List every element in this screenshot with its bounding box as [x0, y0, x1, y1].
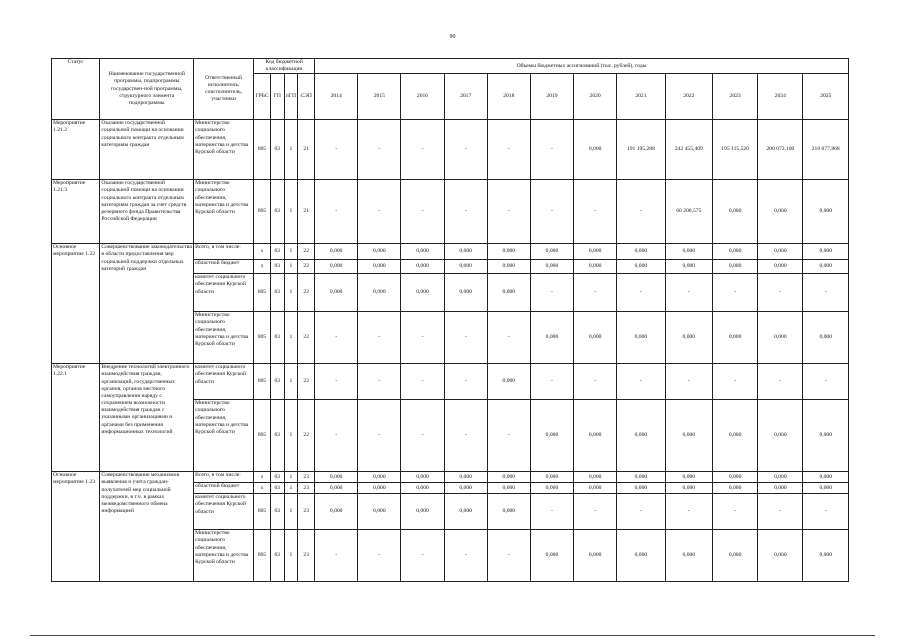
value-cell: -	[487, 120, 530, 180]
value-cell: 216 077,868	[803, 120, 849, 180]
code-cell: 805	[254, 312, 271, 364]
header-year-5: 2019	[530, 74, 573, 120]
executor-cell: комитет социального обеспечения Курской области	[194, 274, 254, 312]
value-cell: -	[617, 274, 665, 312]
code-cell: 23	[298, 472, 315, 483]
executor-cell: Министерство социального обеспечения, материнства и детства Курской области	[194, 180, 254, 244]
value-cell: -	[803, 274, 849, 312]
page-number: 90	[449, 34, 456, 40]
header-year-4: 2018	[487, 74, 530, 120]
value-cell: 0,000	[574, 530, 617, 582]
value-cell: 0,000	[758, 483, 803, 494]
value-cell: 0,000	[530, 312, 573, 364]
header-status: Статус	[52, 59, 100, 120]
name-cell: Совершенствование механизмов выявления и учета граждан-получателей мер социальной поддержки, в т.ч. в рамках межведомственного обмена информацией	[100, 472, 194, 582]
code-cell: 1	[284, 472, 298, 483]
value-cell: -	[712, 494, 757, 530]
value-cell: -	[617, 180, 665, 244]
value-cell: -	[574, 180, 617, 244]
header-volumes: Объемы бюджетных ассигнований (тыс. рублей), годы	[315, 59, 849, 74]
value-cell: 0,000	[665, 472, 712, 483]
code-cell: 1	[284, 312, 298, 364]
code-cell: 22	[298, 400, 315, 472]
value-cell: 0,000	[487, 244, 530, 260]
value-cell: 0,000	[758, 472, 803, 483]
value-cell: 0,000	[401, 483, 444, 494]
value-cell: 195 115,520	[712, 120, 757, 180]
code-cell: 22	[298, 260, 315, 274]
executor-cell: Всего, в том числе:	[194, 472, 254, 483]
value-cell: 0,000	[444, 483, 487, 494]
value-cell: -	[487, 180, 530, 244]
code-cell: 03	[270, 400, 284, 472]
value-cell: 0,000	[358, 244, 401, 260]
value-cell: -	[358, 530, 401, 582]
value-cell: 0,000	[315, 260, 358, 274]
table-row	[52, 120, 849, 180]
value-cell: 0,000	[401, 472, 444, 483]
value-cell: -	[401, 364, 444, 400]
value-cell: -	[574, 364, 617, 400]
value-cell: -	[401, 530, 444, 582]
value-cell: 0,000	[358, 494, 401, 530]
value-cell: 0,000	[444, 244, 487, 260]
code-cell: 03	[270, 364, 284, 400]
value-cell: 0,000	[358, 274, 401, 312]
value-cell: 0,000	[530, 244, 573, 260]
value-cell: -	[530, 274, 573, 312]
table-row	[52, 364, 849, 400]
code-cell: 23	[298, 530, 315, 582]
value-cell: -	[803, 364, 849, 400]
value-cell: 0,000	[358, 260, 401, 274]
code-cell: 03	[270, 260, 284, 274]
value-cell: 0,000	[665, 530, 712, 582]
name-cell: Оказание государственной социальной помощи на основании социального контракта отдельным категориям граждан	[100, 120, 194, 180]
value-cell: -	[617, 364, 665, 400]
executor-cell: Министерство социального обеспечения, материнства и детства Курской области	[194, 400, 254, 472]
value-cell: 200 072,100	[758, 120, 803, 180]
value-cell: -	[358, 312, 401, 364]
value-cell: -	[530, 180, 573, 244]
code-cell: 22	[298, 244, 315, 260]
executor-cell: Министерство социального обеспечения, материнства и детства Курской области	[194, 120, 254, 180]
header-year-1: 2015	[358, 74, 401, 120]
value-cell: -	[315, 180, 358, 244]
value-cell: 0,000	[444, 494, 487, 530]
value-cell: -	[530, 120, 573, 180]
value-cell: 0,000	[401, 494, 444, 530]
value-cell: 0,000	[530, 483, 573, 494]
code-cell: 805	[254, 180, 271, 244]
code-cell: 805	[254, 120, 271, 180]
value-cell: 0,000	[315, 244, 358, 260]
code-cell: 22	[298, 364, 315, 400]
value-cell: 0,000	[487, 274, 530, 312]
code-cell: 03	[270, 274, 284, 312]
value-cell: 0,000	[803, 260, 849, 274]
name-cell: Внедрение технологий электронного взаимодействия граждан, организаций, государственных органов, органов местного самоуправления наряду с сохранением возможности взаимодействия граждан с указанными организациями и органами без применения информационных технологий	[100, 364, 194, 472]
status-cell: Основное мероприятие 1.22	[52, 244, 100, 364]
value-cell: 0,000	[315, 274, 358, 312]
value-cell: 0,000	[617, 472, 665, 483]
value-cell: 0,000	[758, 530, 803, 582]
value-cell: 0,000	[803, 400, 849, 472]
value-cell: -	[665, 364, 712, 400]
header-code-1: ГП	[270, 74, 284, 120]
value-cell: 0,000	[758, 400, 803, 472]
value-cell: 0,000	[758, 260, 803, 274]
value-cell: -	[487, 312, 530, 364]
value-cell: -	[444, 400, 487, 472]
code-cell: 805	[254, 364, 271, 400]
code-cell: 23	[298, 483, 315, 494]
code-cell: 1	[284, 120, 298, 180]
code-cell: 22	[298, 274, 315, 312]
code-cell: 03	[270, 312, 284, 364]
value-cell: 0,000	[665, 260, 712, 274]
code-cell: x	[254, 483, 271, 494]
value-cell: -	[401, 312, 444, 364]
value-cell: -	[574, 494, 617, 530]
value-cell: -	[712, 364, 757, 400]
header-year-6: 2020	[574, 74, 617, 120]
executor-cell: Министерство социального обеспечения, материнства и детства Курской области	[194, 530, 254, 582]
executor-cell: областной бюджет	[194, 483, 254, 494]
value-cell: 0,000	[803, 472, 849, 483]
header-code-0: ГРБС	[254, 74, 271, 120]
value-cell: 0,000	[617, 260, 665, 274]
status-cell: Мероприятие 1.21.2	[52, 120, 100, 180]
value-cell: 0,000	[712, 530, 757, 582]
table-row	[52, 472, 849, 483]
value-cell: 0,000	[803, 483, 849, 494]
value-cell: -	[444, 364, 487, 400]
value-cell: -	[401, 180, 444, 244]
header-code-3: СЭП	[298, 74, 315, 120]
header-year-10: 2024	[758, 74, 803, 120]
executor-cell: комитет социального обеспечения Курской области	[194, 364, 254, 400]
value-cell: 0,000	[487, 494, 530, 530]
header-year-8: 2022	[665, 74, 712, 120]
value-cell: -	[574, 274, 617, 312]
value-cell: 0,000	[617, 244, 665, 260]
value-cell: -	[758, 364, 803, 400]
value-cell: 0,000	[401, 260, 444, 274]
code-cell: 21	[298, 120, 315, 180]
value-cell: 191 195,288	[617, 120, 665, 180]
value-cell: 0,000	[803, 530, 849, 582]
value-cell: 0,000	[665, 400, 712, 472]
value-cell: 0,000	[315, 494, 358, 530]
value-cell: 0,000	[487, 472, 530, 483]
code-cell: 805	[254, 530, 271, 582]
value-cell: -	[758, 494, 803, 530]
header-budget-code: Код бюджетной классификации	[254, 59, 315, 74]
value-cell: 0,000	[444, 472, 487, 483]
value-cell: 0,000	[487, 260, 530, 274]
value-cell: 0,000	[803, 180, 849, 244]
code-cell: 21	[298, 180, 315, 244]
bottom-divider	[30, 635, 875, 636]
value-cell: -	[444, 530, 487, 582]
value-cell: 0,000	[574, 260, 617, 274]
code-cell: 1	[284, 364, 298, 400]
value-cell: -	[803, 494, 849, 530]
value-cell: 0,000	[758, 312, 803, 364]
code-cell: 22	[298, 312, 315, 364]
header-year-7: 2021	[617, 74, 665, 120]
value-cell: 0,000	[315, 472, 358, 483]
value-cell: 0,000	[315, 483, 358, 494]
code-cell: x	[254, 260, 271, 274]
value-cell: 0,000	[487, 483, 530, 494]
name-cell: Оказание государственной социальной помощи на основании социального контракта отдельным категориям граждан за счет средств резервного фонда Правительства Российской Федерации	[100, 180, 194, 244]
value-cell: -	[315, 400, 358, 472]
value-cell: 0,000	[617, 530, 665, 582]
value-cell: 0,000	[530, 400, 573, 472]
value-cell: 0,000	[530, 472, 573, 483]
value-cell: -	[401, 120, 444, 180]
value-cell: -	[758, 274, 803, 312]
value-cell: 0,000	[617, 400, 665, 472]
header-year-0: 2014	[315, 74, 358, 120]
code-cell: 1	[284, 260, 298, 274]
value-cell: 0,000	[574, 483, 617, 494]
value-cell: 0,000	[712, 400, 757, 472]
value-cell: -	[712, 274, 757, 312]
code-cell: 03	[270, 483, 284, 494]
code-cell: 23	[298, 494, 315, 530]
code-cell: 1	[284, 494, 298, 530]
code-cell: 03	[270, 494, 284, 530]
code-cell: 03	[270, 472, 284, 483]
value-cell: -	[617, 494, 665, 530]
value-cell: -	[358, 120, 401, 180]
code-cell: 1	[284, 530, 298, 582]
status-cell: Мероприятие 1.22.1	[52, 364, 100, 472]
code-cell: 03	[270, 530, 284, 582]
value-cell: 0,000	[712, 483, 757, 494]
code-cell: x	[254, 472, 271, 483]
value-cell: -	[444, 180, 487, 244]
value-cell: 0,000	[665, 244, 712, 260]
value-cell: 60 200,575	[665, 180, 712, 244]
value-cell: 0,000	[758, 244, 803, 260]
value-cell: 0,000	[712, 472, 757, 483]
value-cell: -	[358, 364, 401, 400]
code-cell: 1	[284, 483, 298, 494]
value-cell: 0,000	[574, 244, 617, 260]
value-cell: 0,000	[712, 244, 757, 260]
executor-cell: комитет социального обеспечения Курской области	[194, 494, 254, 530]
executor-cell: Министерство социального обеспечения, материнства и детства Курской области	[194, 312, 254, 364]
header-code-2: пГП	[284, 74, 298, 120]
header-year-9: 2023	[712, 74, 757, 120]
value-cell: 0,000	[444, 274, 487, 312]
value-cell: -	[315, 364, 358, 400]
value-cell: -	[315, 312, 358, 364]
value-cell: 0,000	[574, 312, 617, 364]
value-cell: -	[665, 494, 712, 530]
executor-cell: Всего, в том числе:	[194, 244, 254, 260]
value-cell: 0,000	[574, 120, 617, 180]
value-cell: 0,000	[665, 483, 712, 494]
value-cell: -	[358, 400, 401, 472]
header-name: Наименование государственной программы, подпрограммы государствен-ной программы, структурного элемента подпрограммы	[100, 59, 194, 120]
value-cell: 0,000	[358, 472, 401, 483]
table-row	[52, 180, 849, 244]
code-cell: x	[254, 244, 271, 260]
value-cell: 0,000	[358, 483, 401, 494]
code-cell: 805	[254, 494, 271, 530]
value-cell: -	[487, 530, 530, 582]
value-cell: -	[315, 120, 358, 180]
value-cell: 0,000	[574, 400, 617, 472]
code-cell: 03	[270, 120, 284, 180]
value-cell: 0,000	[803, 312, 849, 364]
value-cell: 0,000	[574, 472, 617, 483]
budget-table	[51, 58, 849, 582]
value-cell: -	[358, 180, 401, 244]
code-cell: 805	[254, 400, 271, 472]
value-cell: 0,000	[487, 364, 530, 400]
header-year-2: 2016	[401, 74, 444, 120]
code-cell: 1	[284, 400, 298, 472]
code-cell: 1	[284, 244, 298, 260]
header-executor: Ответственный исполнитель, соисполнитель, участники	[194, 59, 254, 120]
header-year-3: 2017	[444, 74, 487, 120]
value-cell: 0,000	[665, 312, 712, 364]
value-cell: 0,000	[444, 260, 487, 274]
value-cell: -	[487, 400, 530, 472]
value-cell: 0,000	[617, 312, 665, 364]
value-cell: -	[315, 530, 358, 582]
code-cell: 1	[284, 180, 298, 244]
table-row	[52, 244, 849, 260]
executor-cell: областной бюджет	[194, 260, 254, 274]
value-cell: 0,000	[401, 244, 444, 260]
name-cell: Совершенствование законодательства в области предоставления мер социальной поддержки отдельных категорий граждан	[100, 244, 194, 364]
code-cell: 03	[270, 244, 284, 260]
value-cell: 0,000	[401, 274, 444, 312]
status-cell: Основное мероприятие 1.23	[52, 472, 100, 582]
value-cell: 242 455,409	[665, 120, 712, 180]
value-cell: 0,000	[712, 180, 757, 244]
value-cell: -	[444, 312, 487, 364]
value-cell: 0,000	[712, 312, 757, 364]
value-cell: 0,000	[803, 244, 849, 260]
code-cell: 1	[284, 274, 298, 312]
value-cell: -	[530, 494, 573, 530]
value-cell: -	[444, 120, 487, 180]
value-cell: -	[665, 274, 712, 312]
value-cell: 0,000	[712, 260, 757, 274]
value-cell: 0,000	[758, 180, 803, 244]
value-cell: -	[530, 364, 573, 400]
code-cell: 03	[270, 180, 284, 244]
value-cell: 0,000	[530, 260, 573, 274]
value-cell: -	[401, 400, 444, 472]
code-cell: 805	[254, 274, 271, 312]
status-cell: Мероприятие 1.21.3	[52, 180, 100, 244]
value-cell: 0,000	[617, 483, 665, 494]
header-year-11: 2025	[803, 74, 849, 120]
value-cell: 0,000	[530, 530, 573, 582]
